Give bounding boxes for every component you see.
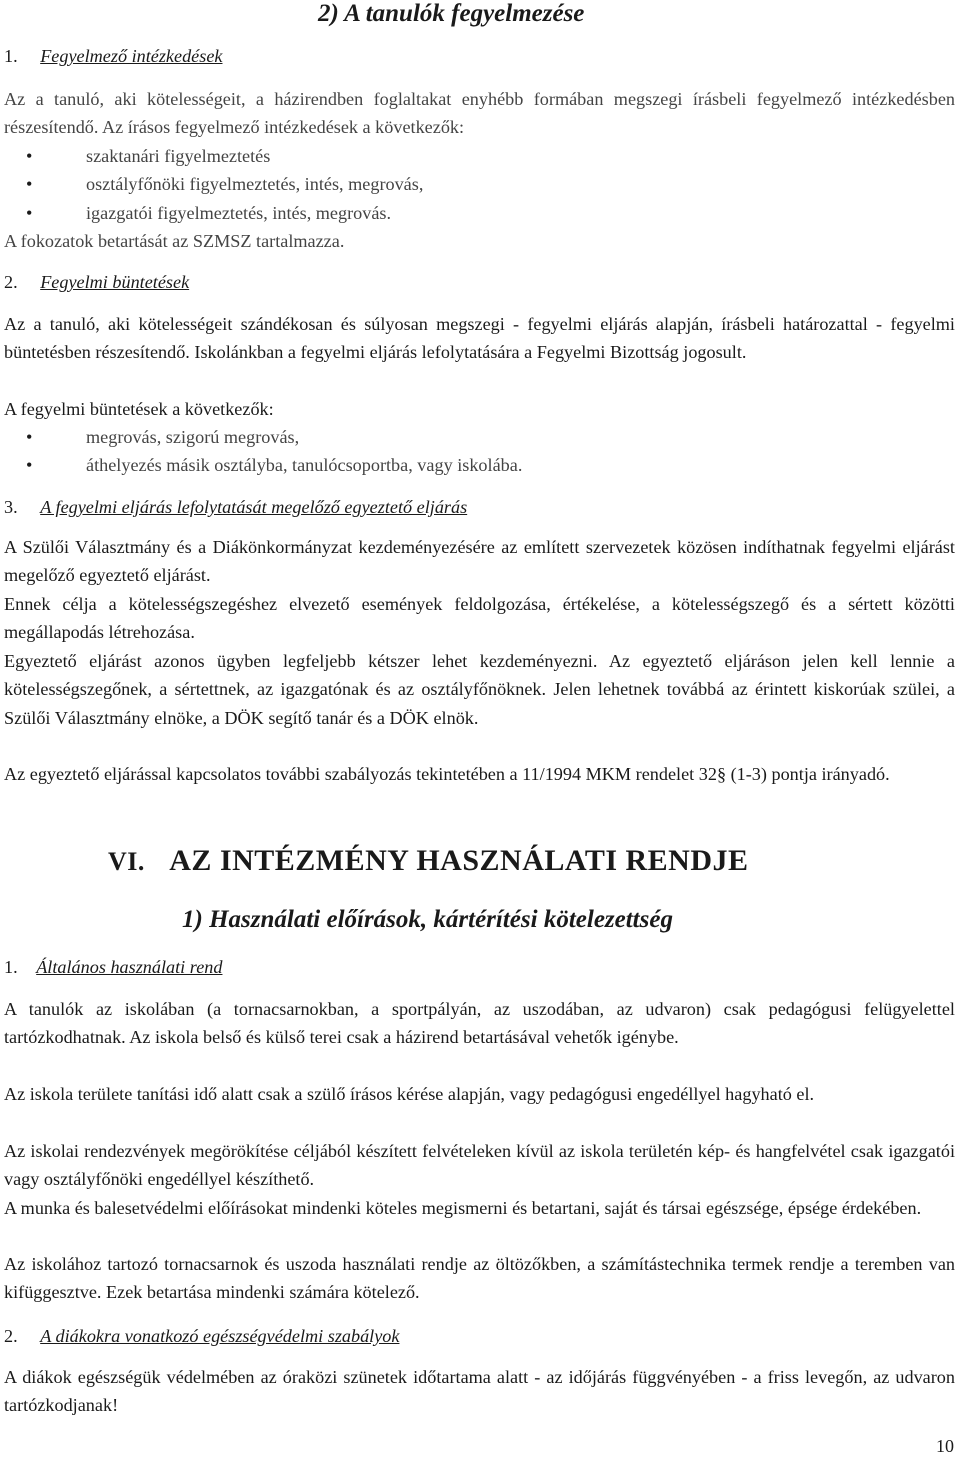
list-item: • megrovás, szigorú megrovás, bbox=[4, 423, 955, 451]
chapter-title: AZ INTÉZMÉNY HASZNÁLATI RENDJE bbox=[169, 844, 749, 877]
list-item: • szaktanári figyelmeztetés bbox=[4, 142, 955, 170]
paragraph: A munka és balesetvédelmi előírásokat mindenki köteles megismerni és betartani, saját és társai egészsége, épsége érdekében. bbox=[4, 1198, 922, 1218]
section-heading-discipline: 2) A tanulók fegyelmezése bbox=[318, 0, 585, 27]
chapter-heading bbox=[108, 844, 749, 878]
paragraph: Az iskola területe tanítási idő alatt csak a szülő írásos kérése alapján, vagy pedagógusi engedéllyel hagyható el. bbox=[4, 1084, 815, 1104]
subheading-title: Általános használati rend bbox=[36, 957, 223, 977]
subheading-number: 3. bbox=[4, 497, 18, 517]
bullet-list-punishments bbox=[4, 423, 955, 480]
subheading-number: 1. bbox=[4, 46, 18, 66]
paragraph: Egyeztető eljárást azonos ügyben legfeljebb kétszer lehet kezdeményezni. Az egyeztető eljáráson jelen kell lennie a kötelességszegőnek, a sértettnek, az igazgatónak és az osztályfőnöknek. Jelen lehetnek továbbá az érintett kiskorúak szülei, a Szülői Választmány elnöke, a DÖK segítő tanár és a DÖK elnök. bbox=[4, 651, 955, 728]
subheading-number: 2. bbox=[4, 272, 18, 292]
subheading-title: Fegyelmi büntetések bbox=[40, 272, 190, 292]
subheading-disciplinary-measures bbox=[4, 42, 222, 70]
subheading-title: A diákokra vonatkozó egészségvédelmi szabályok bbox=[40, 1326, 400, 1346]
page-number: 10 bbox=[936, 1436, 954, 1456]
list-item: • áthelyezés másik osztályba, tanulócsoportba, vagy iskolába. bbox=[4, 451, 955, 479]
subheading-number: 2. bbox=[4, 1326, 18, 1346]
paragraph: A Szülői Választmány és a Diákönkormányzat kezdeményezésére az említett szervezetek közösen indíthatnak fegyelmi eljárást megelőző egyeztető eljárást. bbox=[4, 537, 955, 586]
paragraph: A fegyelmi büntetések a következők: bbox=[4, 399, 274, 419]
paragraph: Az iskolai rendezvények megörökítése céljából készített felvételeken kívül az iskola területén kép- és hangfelvétel csak igazgatói vagy osztályfőnöki engedéllyel készíthető. bbox=[4, 1141, 955, 1190]
subheading-disciplinary-punishments bbox=[4, 268, 189, 296]
subheading-health-rules bbox=[4, 1322, 399, 1350]
list-item: • osztályfőnöki figyelmeztetés, intés, megrovás, bbox=[4, 170, 955, 198]
subheading-title: Fegyelmező intézkedések bbox=[40, 46, 223, 66]
list-item: • igazgatói figyelmeztetés, intés, megrovás. bbox=[4, 199, 955, 227]
paragraph: A diákok egészségük védelmében az óraközi szünetek időtartama alatt - az időjárás függvényében - a friss levegőn, az udvaron tartózkodjanak! bbox=[4, 1367, 955, 1416]
subheading-general-usage bbox=[4, 953, 222, 981]
paragraph: Az iskolához tartozó tornacsarnok és uszoda használati rendje az öltözőkben, a számítástechnika termek rendje a teremben van kifüggesztve. Ezek betartása mindenki számára kötelező. bbox=[4, 1254, 955, 1303]
paragraph: Az a tanuló, aki kötelességeit, a házirendben foglaltakat enyhébb formában megszegi írásbeli fegyelmező intézkedésben részesítendő. Az írásos fegyelmező intézkedések a következők: bbox=[4, 89, 955, 138]
paragraph: Az egyeztető eljárással kapcsolatos további szabályozás tekintetében a 11/1994 MKM rendelet 32§ (1-3) pontja irányadó. bbox=[4, 764, 890, 784]
paragraph: A tanulók az iskolában (a tornacsarnokban, a sportpályán, az uszodában, az udvaron) csak pedagógusi felügyelettel tartózkodhatnak. Az iskola belső és külső terei csak a házirend betartásával vehetők igénybe. bbox=[4, 999, 955, 1048]
section-heading-usage-rules: 1) Használati előírások, kártérítési kötelezettség bbox=[182, 906, 673, 933]
chapter-number: VI. bbox=[108, 847, 145, 876]
paragraph: A fokozatok betartását az SZMSZ tartalmazza. bbox=[4, 231, 345, 251]
paragraph: Ennek célja a kötelességszegéshez elvezető események feldolgozása, értékelése, a kötelességszegő és a sértett közötti megállapodás létrehozása. bbox=[4, 594, 955, 643]
subheading-title: A fegyelmi eljárás lefolytatását megelőző egyeztető eljárás bbox=[40, 497, 468, 517]
subheading-reconciliation-procedure bbox=[4, 493, 467, 521]
bullet-list-measures bbox=[4, 142, 955, 227]
paragraph: Az a tanuló, aki kötelességeit szándékosan és súlyosan megszegi - fegyelmi eljárás alapján, írásbeli határozattal - fegyelmi büntetésben részesítendő. Iskolánkban a fegyelmi eljárás lefolytatására a Fegyelmi Bizottság jogosult. bbox=[4, 314, 955, 363]
subheading-number: 1. bbox=[4, 957, 18, 977]
